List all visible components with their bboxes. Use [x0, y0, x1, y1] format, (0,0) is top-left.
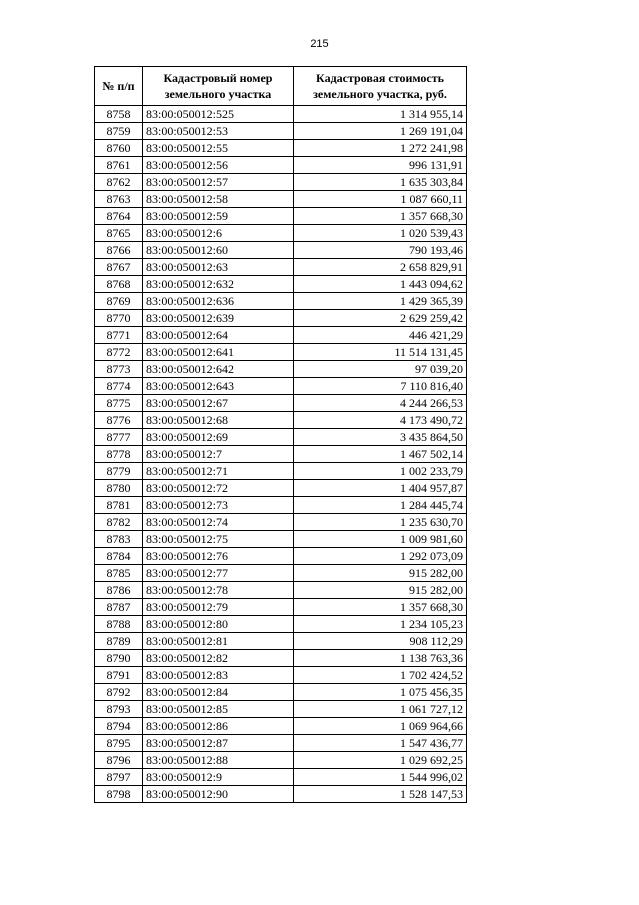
table-row [95, 276, 467, 293]
table-row [95, 293, 467, 310]
cadastral-number-cell: 83:00:050012:639 [143, 310, 294, 327]
cadastral-number-cell: 83:00:050012:7 [143, 446, 294, 463]
table-body [95, 106, 467, 803]
cadastral-number-cell: 83:00:050012:641 [143, 344, 294, 361]
cadastral-number-cell: 83:00:050012:72 [143, 480, 294, 497]
table-row [95, 259, 467, 276]
table-row [95, 157, 467, 174]
cadastral-value-cell: 908 112,29 [294, 633, 467, 650]
cadastral-value-cell: 1 234 105,23 [294, 616, 467, 633]
row-number-cell: 8765 [95, 225, 143, 242]
cadastral-value-cell: 1 235 630,70 [294, 514, 467, 531]
table-row [95, 208, 467, 225]
row-number-cell: 8791 [95, 667, 143, 684]
row-number-cell: 8793 [95, 701, 143, 718]
row-number-cell: 8786 [95, 582, 143, 599]
table-row [95, 446, 467, 463]
table-row [95, 140, 467, 157]
table-row [95, 480, 467, 497]
cadastral-number-cell: 83:00:050012:53 [143, 123, 294, 140]
row-number-cell: 8798 [95, 786, 143, 803]
cadastral-number-cell: 83:00:050012:59 [143, 208, 294, 225]
row-number-cell: 8795 [95, 735, 143, 752]
row-number-cell: 8789 [95, 633, 143, 650]
cadastral-value-cell: 1 404 957,87 [294, 480, 467, 497]
cadastral-value-cell: 996 131,91 [294, 157, 467, 174]
cadastral-value-cell: 790 193,46 [294, 242, 467, 259]
cadastral-value-cell: 7 110 816,40 [294, 378, 467, 395]
cadastral-value-cell: 1 069 964,66 [294, 718, 467, 735]
cadastral-value-cell: 915 282,00 [294, 565, 467, 582]
row-number-cell: 8764 [95, 208, 143, 225]
cadastral-number-cell: 83:00:050012:68 [143, 412, 294, 429]
table-row [95, 786, 467, 803]
cadastral-value-cell: 1 528 147,53 [294, 786, 467, 803]
cadastral-value-cell: 1 284 445,74 [294, 497, 467, 514]
cadastral-number-cell: 83:00:050012:69 [143, 429, 294, 446]
cadastral-number-cell: 83:00:050012:81 [143, 633, 294, 650]
cadastral-number-cell: 83:00:050012:58 [143, 191, 294, 208]
row-number-cell: 8759 [95, 123, 143, 140]
row-number-cell: 8760 [95, 140, 143, 157]
cadastral-value-cell: 3 435 864,50 [294, 429, 467, 446]
cadastral-number-cell: 83:00:050012:80 [143, 616, 294, 633]
page-number: 215 [310, 38, 329, 50]
cadastral-value-cell: 1 292 073,09 [294, 548, 467, 565]
row-number-cell: 8773 [95, 361, 143, 378]
table-row [95, 514, 467, 531]
table-row [95, 327, 467, 344]
header-cadastral-number: Кадастровый номер земельного участка [143, 67, 294, 106]
cadastral-number-cell: 83:00:050012:90 [143, 786, 294, 803]
table-row [95, 667, 467, 684]
row-number-cell: 8774 [95, 378, 143, 395]
cadastral-value-cell: 4 173 490,72 [294, 412, 467, 429]
row-number-cell: 8766 [95, 242, 143, 259]
cadastral-value-cell: 446 421,29 [294, 327, 467, 344]
cadastral-value-cell: 1 547 436,77 [294, 735, 467, 752]
cadastral-value-cell: 1 020 539,43 [294, 225, 467, 242]
cadastral-number-cell: 83:00:050012:74 [143, 514, 294, 531]
row-number-cell: 8785 [95, 565, 143, 582]
table-row [95, 191, 467, 208]
row-number-cell: 8780 [95, 480, 143, 497]
row-number-cell: 8763 [95, 191, 143, 208]
cadastral-value-cell: 4 244 266,53 [294, 395, 467, 412]
row-number-cell: 8790 [95, 650, 143, 667]
row-number-cell: 8776 [95, 412, 143, 429]
table-header-row [95, 67, 467, 106]
cadastral-number-cell: 83:00:050012:87 [143, 735, 294, 752]
table-row [95, 752, 467, 769]
cadastral-number-cell: 83:00:050012:6 [143, 225, 294, 242]
table-row [95, 395, 467, 412]
cadastral-value-table [94, 66, 467, 803]
row-number-cell: 8788 [95, 616, 143, 633]
row-number-cell: 8778 [95, 446, 143, 463]
header-cadastral-value: Кадастровая стоимость земельного участка, руб. [294, 67, 467, 106]
header-row-number: № п/п [95, 67, 143, 106]
cadastral-value-cell: 1 138 763,36 [294, 650, 467, 667]
cadastral-number-cell: 83:00:050012:77 [143, 565, 294, 582]
row-number-cell: 8771 [95, 327, 143, 344]
cadastral-number-cell: 83:00:050012:56 [143, 157, 294, 174]
row-number-cell: 8796 [95, 752, 143, 769]
cadastral-number-cell: 83:00:050012:88 [143, 752, 294, 769]
cadastral-number-cell: 83:00:050012:55 [143, 140, 294, 157]
cadastral-value-cell: 1 357 668,30 [294, 599, 467, 616]
table-row [95, 310, 467, 327]
table-row [95, 650, 467, 667]
row-number-cell: 8775 [95, 395, 143, 412]
row-number-cell: 8787 [95, 599, 143, 616]
cadastral-value-cell: 1 002 233,79 [294, 463, 467, 480]
table-row [95, 735, 467, 752]
cadastral-value-cell: 1 009 981,60 [294, 531, 467, 548]
cadastral-number-cell: 83:00:050012:85 [143, 701, 294, 718]
row-number-cell: 8758 [95, 106, 143, 123]
table-row [95, 769, 467, 786]
cadastral-number-cell: 83:00:050012:9 [143, 769, 294, 786]
cadastral-value-cell: 1 314 955,14 [294, 106, 467, 123]
row-number-cell: 8761 [95, 157, 143, 174]
table-row [95, 174, 467, 191]
table-row [95, 718, 467, 735]
row-number-cell: 8783 [95, 531, 143, 548]
cadastral-number-cell: 83:00:050012:73 [143, 497, 294, 514]
cadastral-value-cell: 2 658 829,91 [294, 259, 467, 276]
cadastral-value-cell: 1 635 303,84 [294, 174, 467, 191]
cadastral-value-cell: 2 629 259,42 [294, 310, 467, 327]
cadastral-number-cell: 83:00:050012:60 [143, 242, 294, 259]
cadastral-number-cell: 83:00:050012:64 [143, 327, 294, 344]
table-row [95, 616, 467, 633]
row-number-cell: 8792 [95, 684, 143, 701]
row-number-cell: 8782 [95, 514, 143, 531]
table-row [95, 361, 467, 378]
cadastral-number-cell: 83:00:050012:84 [143, 684, 294, 701]
cadastral-number-cell: 83:00:050012:79 [143, 599, 294, 616]
cadastral-value-cell: 1 272 241,98 [294, 140, 467, 157]
table-row [95, 412, 467, 429]
table-row [95, 701, 467, 718]
cadastral-number-cell: 83:00:050012:82 [143, 650, 294, 667]
row-number-cell: 8779 [95, 463, 143, 480]
cadastral-value-cell: 1 269 191,04 [294, 123, 467, 140]
cadastral-value-cell: 1 429 365,39 [294, 293, 467, 310]
cadastral-number-cell: 83:00:050012:57 [143, 174, 294, 191]
table-row [95, 582, 467, 599]
table-row [95, 378, 467, 395]
cadastral-number-cell: 83:00:050012:83 [143, 667, 294, 684]
table-row [95, 633, 467, 650]
cadastral-number-cell: 83:00:050012:642 [143, 361, 294, 378]
table-row [95, 548, 467, 565]
table-row [95, 599, 467, 616]
cadastral-number-cell: 83:00:050012:632 [143, 276, 294, 293]
cadastral-value-cell: 11 514 131,45 [294, 344, 467, 361]
row-number-cell: 8768 [95, 276, 143, 293]
table-row [95, 684, 467, 701]
table-row [95, 123, 467, 140]
cadastral-number-cell: 83:00:050012:86 [143, 718, 294, 735]
table-row [95, 429, 467, 446]
row-number-cell: 8769 [95, 293, 143, 310]
table-row [95, 106, 467, 123]
row-number-cell: 8770 [95, 310, 143, 327]
cadastral-value-cell: 1 029 692,25 [294, 752, 467, 769]
row-number-cell: 8797 [95, 769, 143, 786]
cadastral-number-cell: 83:00:050012:63 [143, 259, 294, 276]
table-row [95, 565, 467, 582]
cadastral-value-cell: 915 282,00 [294, 582, 467, 599]
cadastral-value-cell: 97 039,20 [294, 361, 467, 378]
cadastral-number-cell: 83:00:050012:75 [143, 531, 294, 548]
cadastral-number-cell: 83:00:050012:76 [143, 548, 294, 565]
row-number-cell: 8794 [95, 718, 143, 735]
cadastral-number-cell: 83:00:050012:525 [143, 106, 294, 123]
table-row [95, 242, 467, 259]
cadastral-value-cell: 1 075 456,35 [294, 684, 467, 701]
row-number-cell: 8784 [95, 548, 143, 565]
cadastral-value-cell: 1 087 660,11 [294, 191, 467, 208]
row-number-cell: 8777 [95, 429, 143, 446]
table-row [95, 497, 467, 514]
table-row [95, 531, 467, 548]
row-number-cell: 8781 [95, 497, 143, 514]
cadastral-value-cell: 1 061 727,12 [294, 701, 467, 718]
cadastral-number-cell: 83:00:050012:643 [143, 378, 294, 395]
row-number-cell: 8772 [95, 344, 143, 361]
table-row [95, 463, 467, 480]
cadastral-value-cell: 1 702 424,52 [294, 667, 467, 684]
cadastral-value-cell: 1 357 668,30 [294, 208, 467, 225]
cadastral-number-cell: 83:00:050012:71 [143, 463, 294, 480]
row-number-cell: 8762 [95, 174, 143, 191]
cadastral-value-cell: 1 467 502,14 [294, 446, 467, 463]
cadastral-number-cell: 83:00:050012:67 [143, 395, 294, 412]
cadastral-number-cell: 83:00:050012:636 [143, 293, 294, 310]
row-number-cell: 8767 [95, 259, 143, 276]
cadastral-value-cell: 1 544 996,02 [294, 769, 467, 786]
cadastral-value-cell: 1 443 094,62 [294, 276, 467, 293]
table-row [95, 344, 467, 361]
table-row [95, 225, 467, 242]
cadastral-number-cell: 83:00:050012:78 [143, 582, 294, 599]
